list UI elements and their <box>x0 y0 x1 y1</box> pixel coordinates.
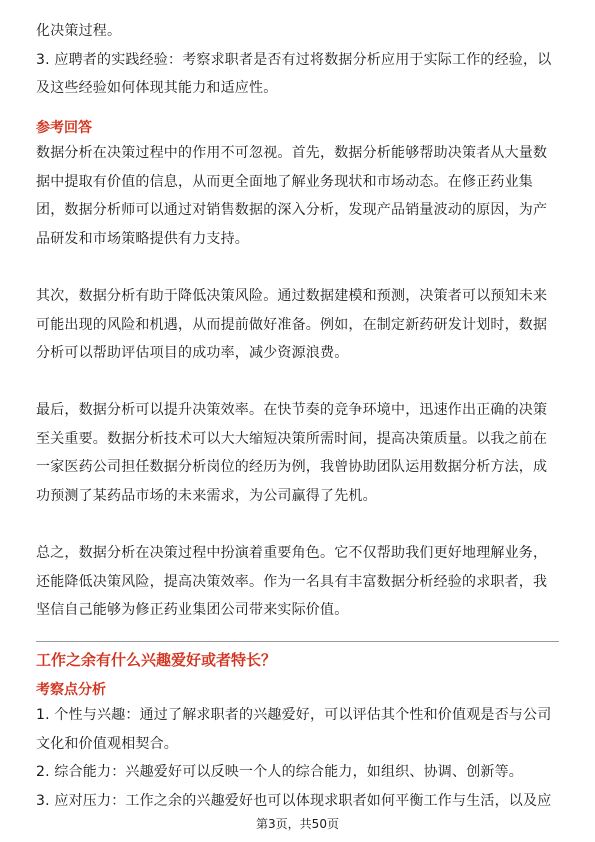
list-item: 文化和价值观相契合。 <box>36 735 178 752</box>
analysis-heading: 考察点分析 <box>36 682 106 698</box>
text-line: 其次，数据分析有助于降低决策风险。通过数据建模和预测，决策者可以预知未来 <box>36 288 548 304</box>
intro-block <box>36 19 551 101</box>
text-line: 坚信自己能够为修正药业集团公司带来实际价值。 <box>36 602 349 618</box>
text-line: 最后，数据分析可以提升决策效率。在快节奏的竞争环境中，迅速作出正确的决策 <box>36 402 548 418</box>
section-divider <box>36 641 559 642</box>
answer-paragraph-4 <box>36 541 547 623</box>
list-item: 2. 综合能力：兴趣爱好可以反映一个人的综合能力，如组织、协调、创新等。 <box>36 764 524 780</box>
analysis-list <box>36 703 551 813</box>
page-number: 第3页，共50页 <box>256 817 339 831</box>
text-line: 化决策过程。 <box>36 23 122 39</box>
text-line: 一家医药公司担任数据分析岗位的经历为例，我曾协助团队运用数据分析方法，成 <box>36 459 548 475</box>
answer-paragraph-3 <box>36 398 547 508</box>
text-line: 总之，数据分析在决策过程中扮演着重要角色。它不仅帮助我们更好地理解业务， <box>36 545 548 561</box>
list-item: 3. 应对压力：工作之余的兴趣爱好也可以体现求职者如何平衡工作与生活，以及应 <box>36 792 552 809</box>
answer-heading: 参考回答 <box>36 120 92 136</box>
text-line: 据中提取有价值的信息，从而更全面地了解业务现状和市场动态。在修正药业集 <box>36 173 533 190</box>
question-title: 工作之余有什么兴趣爱好或者特长？ <box>36 651 277 669</box>
text-line: 数据分析在决策过程中的作用不可忽视。首先，数据分析能够帮助决策者从大量数 <box>36 145 548 161</box>
text-line: 团，数据分析师可以通过对销售数据的深入分析，发现产品销量波动的原因，为产 <box>36 202 548 218</box>
list-item: 1. 个性与兴趣：通过了解求职者的兴趣爱好，可以评估其个性和价值观是否与公司 <box>36 707 552 723</box>
answer-paragraph-1 <box>36 141 547 251</box>
text-line: 及这些经验如何体现其能力和适应性。 <box>36 80 278 96</box>
text-line: 可能出现的风险和机遇，从而提前做好准备。例如，在制定新药研发计划时，数据 <box>36 316 548 333</box>
text-line: 3. 应聘者的实践经验：考察求职者是否有过将数据分析应用于实际工作的经验，以 <box>36 51 552 68</box>
text-line: 功预测了某药品市场的未来需求，为公司赢得了先机。 <box>36 487 377 504</box>
text-line: 至关重要。数据分析技术可以大大缩短决策所需时间，提高决策质量。以我之前在 <box>36 430 548 447</box>
text-line: 分析可以帮助评估项目的成功率，减少资源浪费。 <box>36 345 349 361</box>
text-line: 还能降低决策风险，提高决策效率。作为一名具有丰富数据分析经验的求职者，我 <box>36 573 548 590</box>
answer-paragraph-2 <box>36 284 547 366</box>
text-line: 品研发和市场策略提供有力支持。 <box>36 230 249 247</box>
